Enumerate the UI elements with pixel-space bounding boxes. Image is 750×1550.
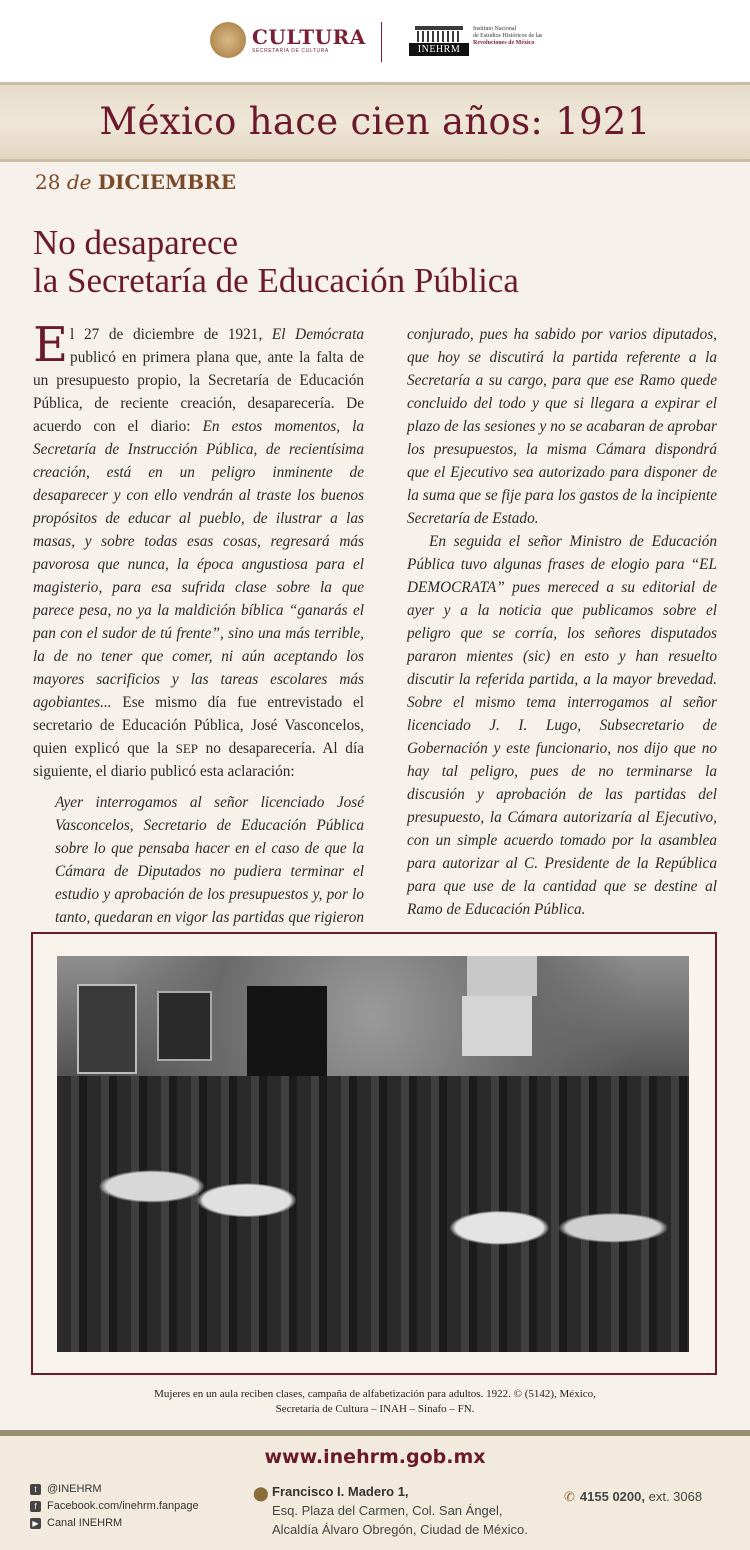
youtube-link[interactable]: ▶ Canal INEHRM <box>30 1515 199 1532</box>
photo-frame <box>31 932 717 1375</box>
article-title <box>33 224 519 300</box>
header <box>0 0 750 82</box>
photo-caption <box>0 1387 750 1417</box>
building-icon <box>409 26 469 56</box>
quote-paragraph-1: Ayer interrogamos al señor licenciado José Vasconcelos, Secretario de Educación Pública sobre lo que pensaba hacer en el caso de que la Cámara de Diputados no pudiera terminar el estudio y aprobación de los presupuestos y, por lo tanto, quedaran en vigor las partidas que rigieron <box>55 794 364 926</box>
series-banner <box>0 82 750 162</box>
cultura-logo[interactable] <box>210 22 366 58</box>
phone-ext: ext. 3068 <box>644 1489 703 1504</box>
right-column <box>384 323 717 1004</box>
left-column <box>33 317 364 998</box>
phone-icon: ✆ <box>564 1489 575 1504</box>
facebook-link[interactable]: f Facebook.com/inehrm.fanpage <box>30 1498 199 1515</box>
series-title: México hace cien años: 1921 <box>99 100 651 143</box>
drop-cap: E <box>33 317 69 373</box>
inehrm-logo[interactable] <box>409 26 542 56</box>
logo-divider <box>381 22 382 62</box>
phone-number: 4155 0200, <box>579 1489 645 1504</box>
intro-paragraph: El 27 de diciembre de 1921, El Demócrata publicó en primera plana que, ante la falta de un presupuesto propio, la Secretaría de Educación Pública, de reciente creación, desaparecería. De acuerdo con el diario: En estos momentos, la Secretaría de Instrucción Pública, de recientísima creación, está en un peligro inminente de desaparecer y con ello vendrán al traste los buenos propósitos de educar al pueblo, de ilustrar a las masas, y sobre todas esas cosas, regresará más pavorosa que nunca, la época angustiosa para el magisterio, para esa sufrida clase sobre la que parece pesa, no ya la maldición bíblica “ganarás el pan con el sudor de tú frente”, sino una más terrible, la de no tener que comer, ni aún aceptando los mayores sacrificios y las tareas escolares más agobiantes... Ese mismo día fue entrevistado el secretario de Educación Pública, José Vasconcelos, quien explicó que la SEP no desaparecería. Al día siguiente, el diario publicó esta aclaración: <box>33 317 364 780</box>
location-pin-icon: ⬤ <box>253 1485 269 1501</box>
title-line-2: la Secretaría de Educación Pública <box>33 261 519 300</box>
twitter-icon: t <box>30 1484 41 1495</box>
twitter-link[interactable]: t @INEHRM <box>30 1481 199 1498</box>
footer <box>0 1436 750 1550</box>
caption-line-1: Mujeres en un aula reciben clases, campaña de alfabetización para adultos. 1922. © (5142), México, <box>154 1388 596 1400</box>
date-month: DICIEMBRE <box>97 170 236 194</box>
caption-line-2: Secretaría de Cultura – INAH – Sinafo – FN. <box>275 1403 475 1415</box>
facebook-icon: f <box>30 1501 41 1512</box>
mexico-seal-icon <box>210 22 246 58</box>
inehrm-line3: Revoluciones de México <box>473 40 535 46</box>
classroom-photo <box>57 956 689 1352</box>
phone-contact[interactable] <box>564 1489 702 1505</box>
address <box>253 1482 528 1539</box>
social-links <box>30 1481 199 1532</box>
article-date <box>35 170 236 194</box>
title-line-1: No desaparece <box>33 223 239 262</box>
address-street: Francisco I. Madero 1, <box>272 1484 409 1499</box>
cultura-subtitle: SECRETARÍA DE CULTURA <box>252 47 329 54</box>
quote-paragraph-2: En seguida el señor Ministro de Educación Pública tuvo algunas frases de elogio para “EL DEMOCRATA” pues mereced a su editorial de ayer y a la noticia que publicamos sobre el peligro que se corría, los señores disputados pararon mientes (sic) en esto y han resuelto discutir la referida partida, a la mayor brevedad. Sobre el mismo tema interrogamos al señor licenciado J. I. Lugo, Subsecretario de Gobernación y este funcionario, nos dijo que no hay tal peligro, pues de no terminarse la discusión y aprobación de las partidas del presupuesto, la Cámara autorizaría al Ejecutivo, con un simple acuerdo tomado por la asamblea para autorizar al C. Presidente de la República para que use de la cantidad que se destine al Ramo de Educación Pública. <box>407 533 717 918</box>
address-line-3: Alcaldía Álvaro Obregón, Ciudad de México. <box>272 1522 528 1537</box>
youtube-icon: ▶ <box>30 1518 41 1529</box>
date-de: de <box>66 170 92 194</box>
cultura-wordmark: CULTURA <box>252 24 366 49</box>
date-day: 28 <box>35 170 61 194</box>
inehrm-line2: de Estudios Históricos de las <box>473 33 543 39</box>
inehrm-line1: Instituto Nacional <box>473 26 517 32</box>
inehrm-abbr: INEHRM <box>409 43 469 56</box>
quote-paragraph-1-cont: conjurado, pues ha sabido por varios diputados, que hoy se discutirá la partida referente a la Secretaría a su cargo, para que ese Ramo quede concluido del todo y que si llegara a expirar el plazo de las sesiones y no se acabaran de aprobar los presupuestos, la misma Cámara dispondrá que el Ejecutivo sea autorizado para disponer de la suma que se fije para los gastos de la incipiente Secretaría de Estado. <box>407 326 717 527</box>
website-link[interactable]: www.inehrm.gob.mx <box>264 1446 486 1468</box>
address-line-2: Esq. Plaza del Carmen, Col. San Ángel, <box>272 1503 503 1518</box>
